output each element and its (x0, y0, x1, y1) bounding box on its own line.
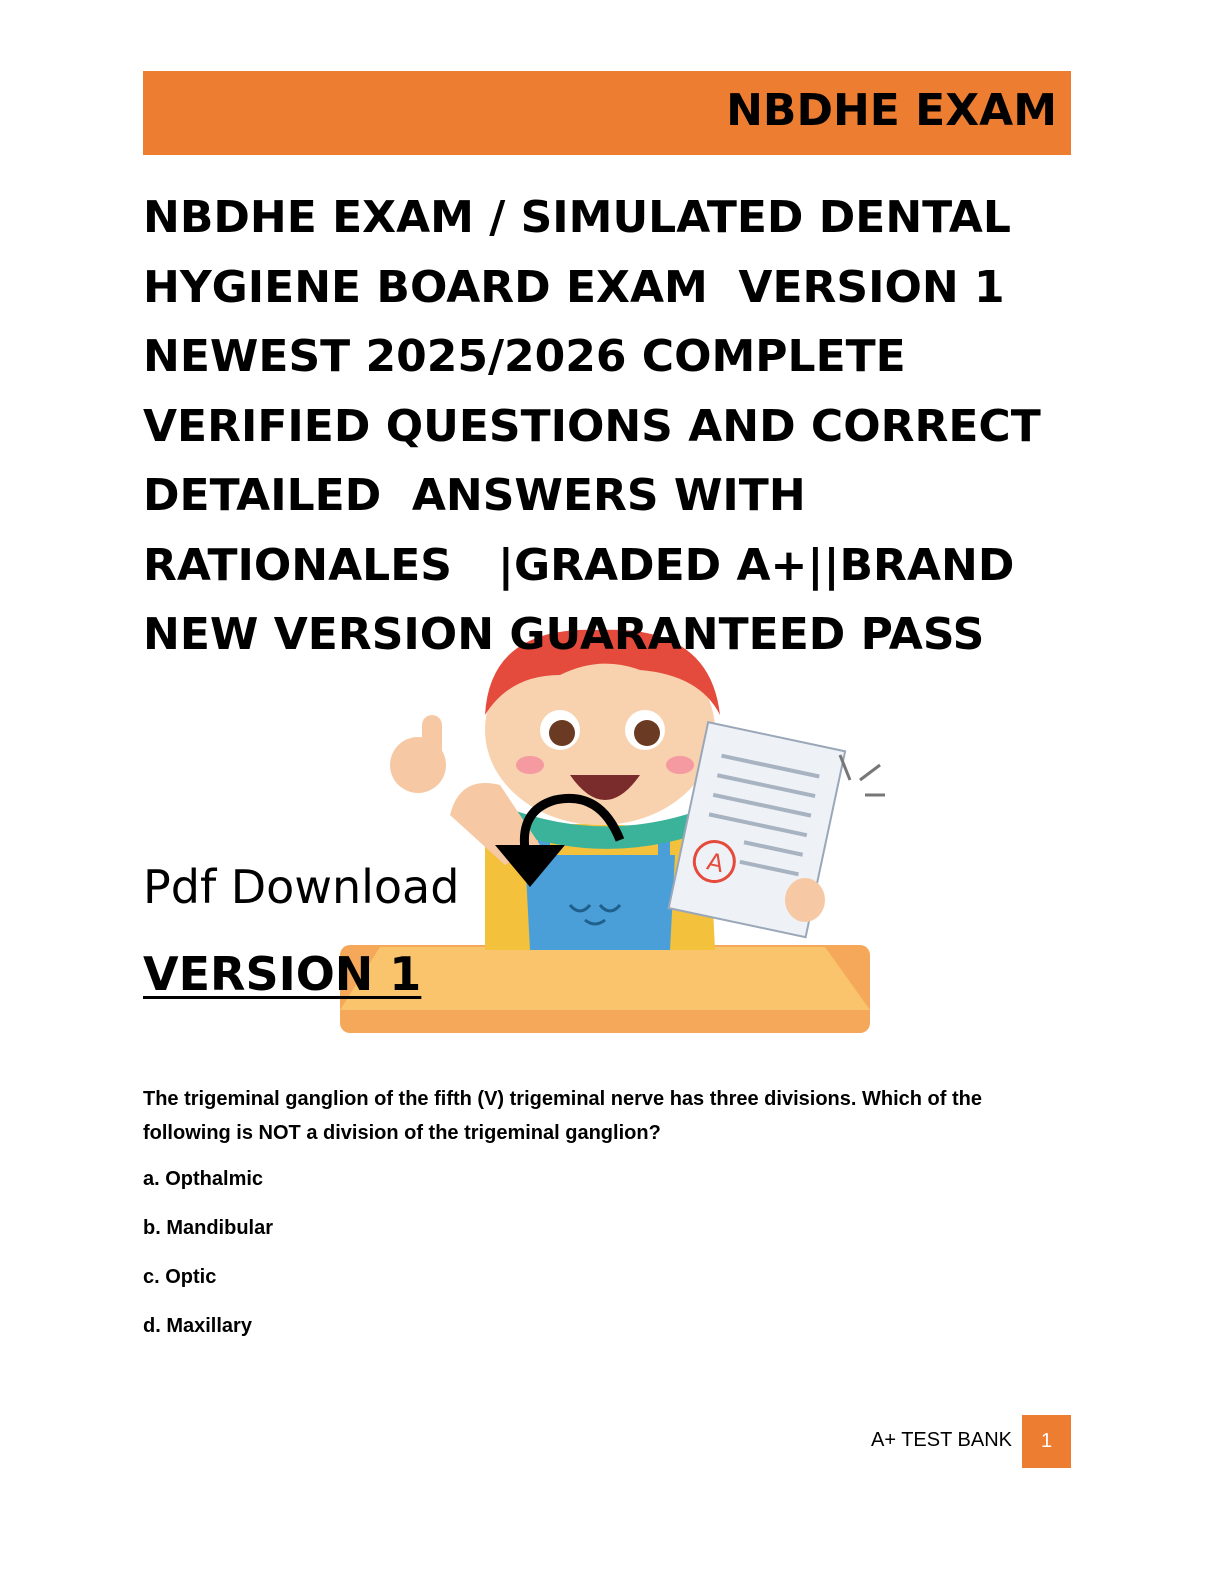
document-title: NBDHE EXAM / SIMULATED DENTAL HYGIENE BOARD EXAM VERSION 1 NEWEST 2025/2026 COMPLETE VERIFIED QUESTIONS AND CORRECT DETAILED ANSWERS WITH RATIONALES |GRADED A+||BRAND NEW VERSION GUARANTEED PASS (143, 192, 1041, 660)
page-number-badge (1022, 1415, 1071, 1468)
option-d: d. Maxillary (143, 1315, 252, 1337)
banner-title: NBDHE EXAM (726, 85, 1057, 136)
header-banner (143, 71, 1071, 155)
right-eye (634, 720, 660, 746)
option-a: a. Opthalmic (143, 1168, 264, 1190)
pdf-download-label: Pdf Download (143, 860, 460, 914)
footer-label: A+ TEST BANK (871, 1429, 1012, 1451)
version-label: VERSION 1 (143, 947, 422, 1001)
option-c: c. Optic (143, 1266, 217, 1288)
question-text: The trigeminal ganglion of the fifth (V) trigeminal nerve has three divisions. Which of the following is NOT a division of the trigeminal ganglion? (143, 1088, 982, 1144)
right-hand (785, 878, 825, 922)
child-holding-test-illustration (340, 615, 885, 1045)
option-b: b. Mandibular (143, 1217, 273, 1239)
left-eye (549, 720, 575, 746)
grade-mark: A (704, 847, 727, 879)
page-number: 1 (1040, 1430, 1053, 1452)
